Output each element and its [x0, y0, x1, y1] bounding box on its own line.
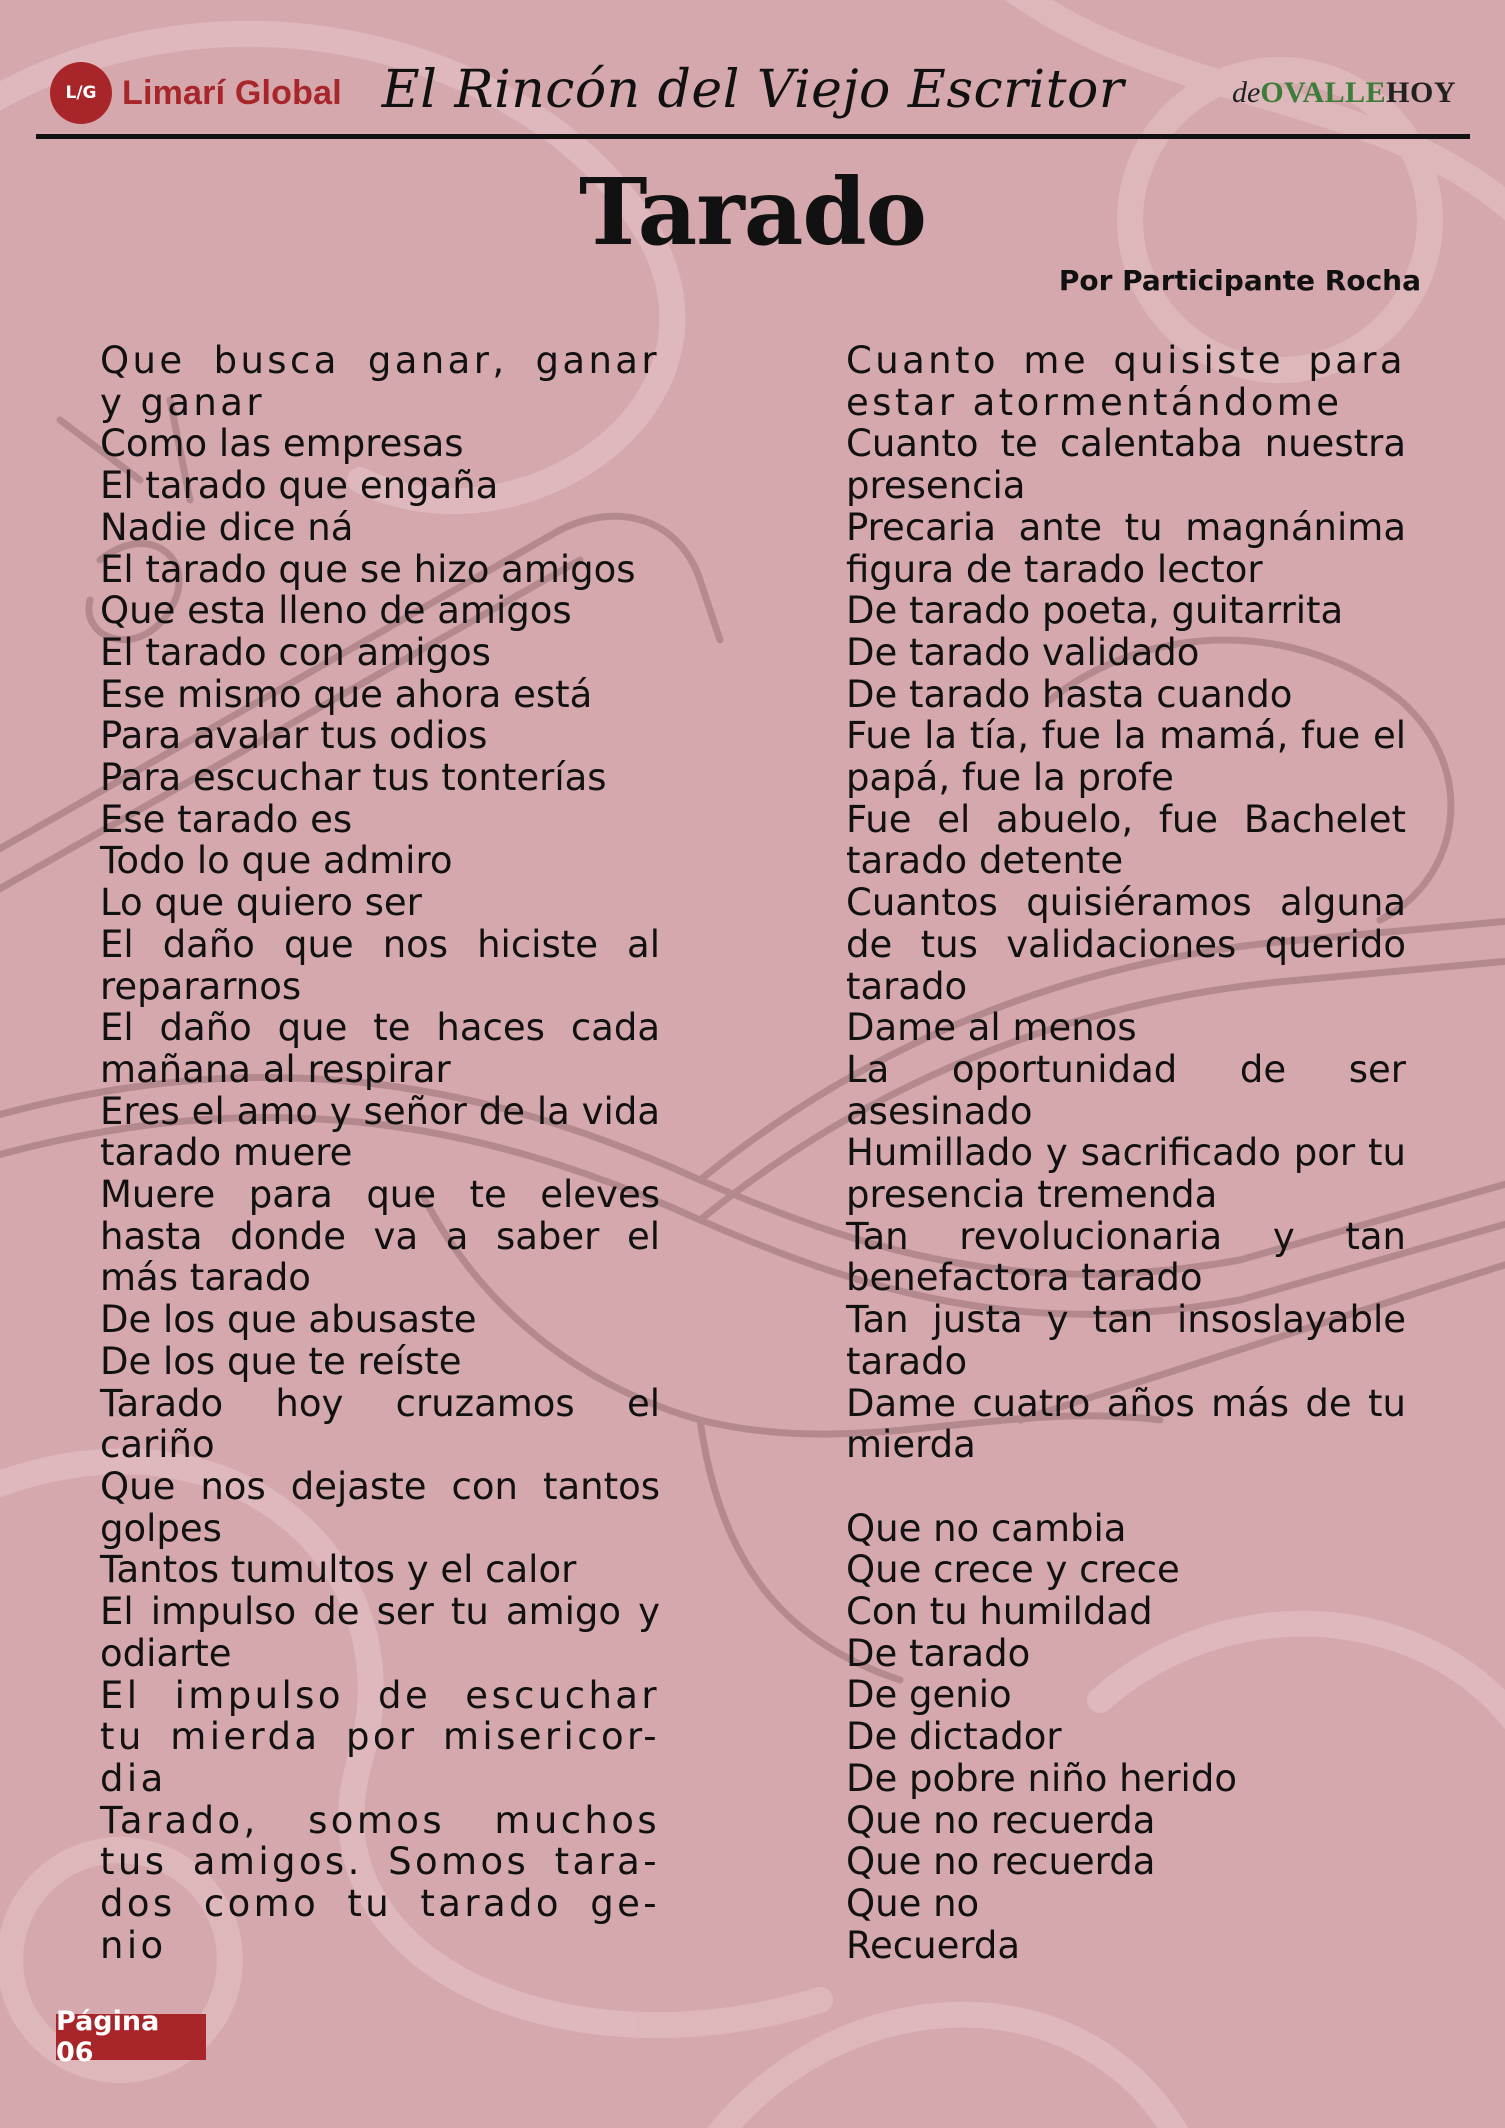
verse-line: Que no cambia: [846, 1506, 1127, 1550]
verse-line: Eres el amo y señor de la vida tarado muere: [100, 1089, 660, 1175]
verse-line: Dame cuatro años más de tu mierda: [846, 1381, 1406, 1467]
verse-line: Tarado, somos muchos tus amigos. Somos tara-dos como tu tarado ge-nio: [100, 1798, 660, 1967]
verse-line: Ese tarado es: [100, 797, 353, 841]
verse-line: Que nos dejaste con tantos golpes: [100, 1464, 660, 1550]
logo-ovalle: OVALLE: [1260, 76, 1387, 109]
verse-line: Tan justa y tan insoslayable tarado: [846, 1298, 1406, 1383]
verse-line: De genio: [846, 1673, 1012, 1717]
verse-line: El impulso de escuchar tu mierda por misericor-dia: [100, 1673, 660, 1800]
verse-line: Que no recuerda: [846, 1798, 1156, 1842]
logo-text: Limarí Global: [122, 73, 342, 112]
verse-line: De tarado poeta, guitarrita: [846, 589, 1344, 633]
verse-line: Humillado y sacrificado por tu presencia tremenda: [846, 1131, 1406, 1217]
verse-line: El tarado que se hizo amigos: [100, 547, 636, 591]
verse-line: De pobre niño herido: [846, 1756, 1237, 1800]
verse-line: Lo que quiero ser: [100, 881, 422, 925]
verse-line: Con tu humildad: [846, 1590, 1153, 1634]
verse-line: Que no: [846, 1882, 980, 1925]
verse-line: Recuerda: [846, 1923, 1021, 1967]
verse-line: Precaria ante tu magnánima figura de tarado lector: [846, 505, 1406, 591]
verse-line: Para escuchar tus tonterías: [100, 756, 607, 800]
verse-line: Que esta lleno de amigos: [100, 589, 572, 633]
verse-line: Cuantos quisiéramos alguna de tus validaciones querido tarado: [846, 881, 1406, 1008]
verse-line: Que no recuerda: [846, 1840, 1156, 1884]
poem-right-column: [846, 340, 1406, 1966]
byline: Por Participante Rocha: [1058, 264, 1421, 297]
poem-left-column: [100, 340, 660, 1966]
verse-line: Tarado hoy cruzamos el cariño: [100, 1381, 660, 1467]
section-title: El Rincón del Viejo Escritor: [381, 60, 1125, 120]
poem-title: Tarado: [578, 158, 927, 266]
verse-line: Dame al menos: [846, 1006, 1137, 1050]
page-number-badge: Página 06: [56, 2014, 206, 2060]
verse-line: El tarado con amigos: [100, 630, 491, 674]
verse-line: El tarado que engaña: [100, 464, 499, 508]
verse-line: Todo lo que admiro: [100, 839, 453, 883]
verse-line: Tan revolucionaria y tan benefactora tarado: [846, 1214, 1406, 1300]
verse-line: El daño que te haces cada mañana al respirar: [100, 1006, 660, 1091]
diario-ovalle-hoy-logo: [1232, 76, 1456, 110]
verse-line: Nadie dice ná: [100, 505, 354, 549]
verse-line: De tarado validado: [846, 630, 1200, 674]
verse-line: Muere para que te eleves hasta donde va a saber el más tarado: [100, 1173, 660, 1300]
verse-line: De dictador: [846, 1715, 1062, 1759]
verse-line: De los que te reíste: [100, 1339, 462, 1383]
page-header: [36, 52, 1470, 136]
verse-line: De tarado: [846, 1631, 1031, 1675]
verse-line: Para avalar tus odios: [100, 714, 488, 758]
verse-line: De los que abusaste: [100, 1298, 477, 1342]
logo-badge: L/G: [50, 62, 112, 124]
verse-line: Que busca ganar, ganar y ganar: [100, 339, 660, 424]
verse-line: Que crece y crece: [846, 1548, 1180, 1592]
verse-line: El daño que nos hiciste al repararnos: [100, 922, 660, 1008]
verse-line: El impulso de ser tu amigo y odiarte: [100, 1590, 660, 1675]
verse-line: Fue el abuelo, fue Bachelet tarado detente: [846, 797, 1406, 883]
verse-line: Como las empresas: [100, 422, 464, 466]
verse-line: Cuanto me quisiste para estar atormentándome: [846, 339, 1406, 424]
logo-de: de: [1232, 76, 1261, 109]
verse-line: Cuanto te calentaba nuestra presencia: [846, 422, 1406, 508]
verse-line: Fue la tía, fue la mamá, fue el papá, fue la profe: [846, 714, 1406, 800]
verse-line: Ese mismo que ahora está: [100, 672, 593, 716]
logo-hoy: HOY: [1386, 76, 1456, 109]
header-divider: [36, 134, 1470, 139]
verse-line: De tarado hasta cuando: [846, 672, 1293, 716]
verse-line: Tantos tumultos y el calor: [100, 1548, 577, 1592]
verse-line: La oportunidad de ser asesinado: [846, 1047, 1406, 1133]
stanza-break: [846, 1466, 1406, 1508]
